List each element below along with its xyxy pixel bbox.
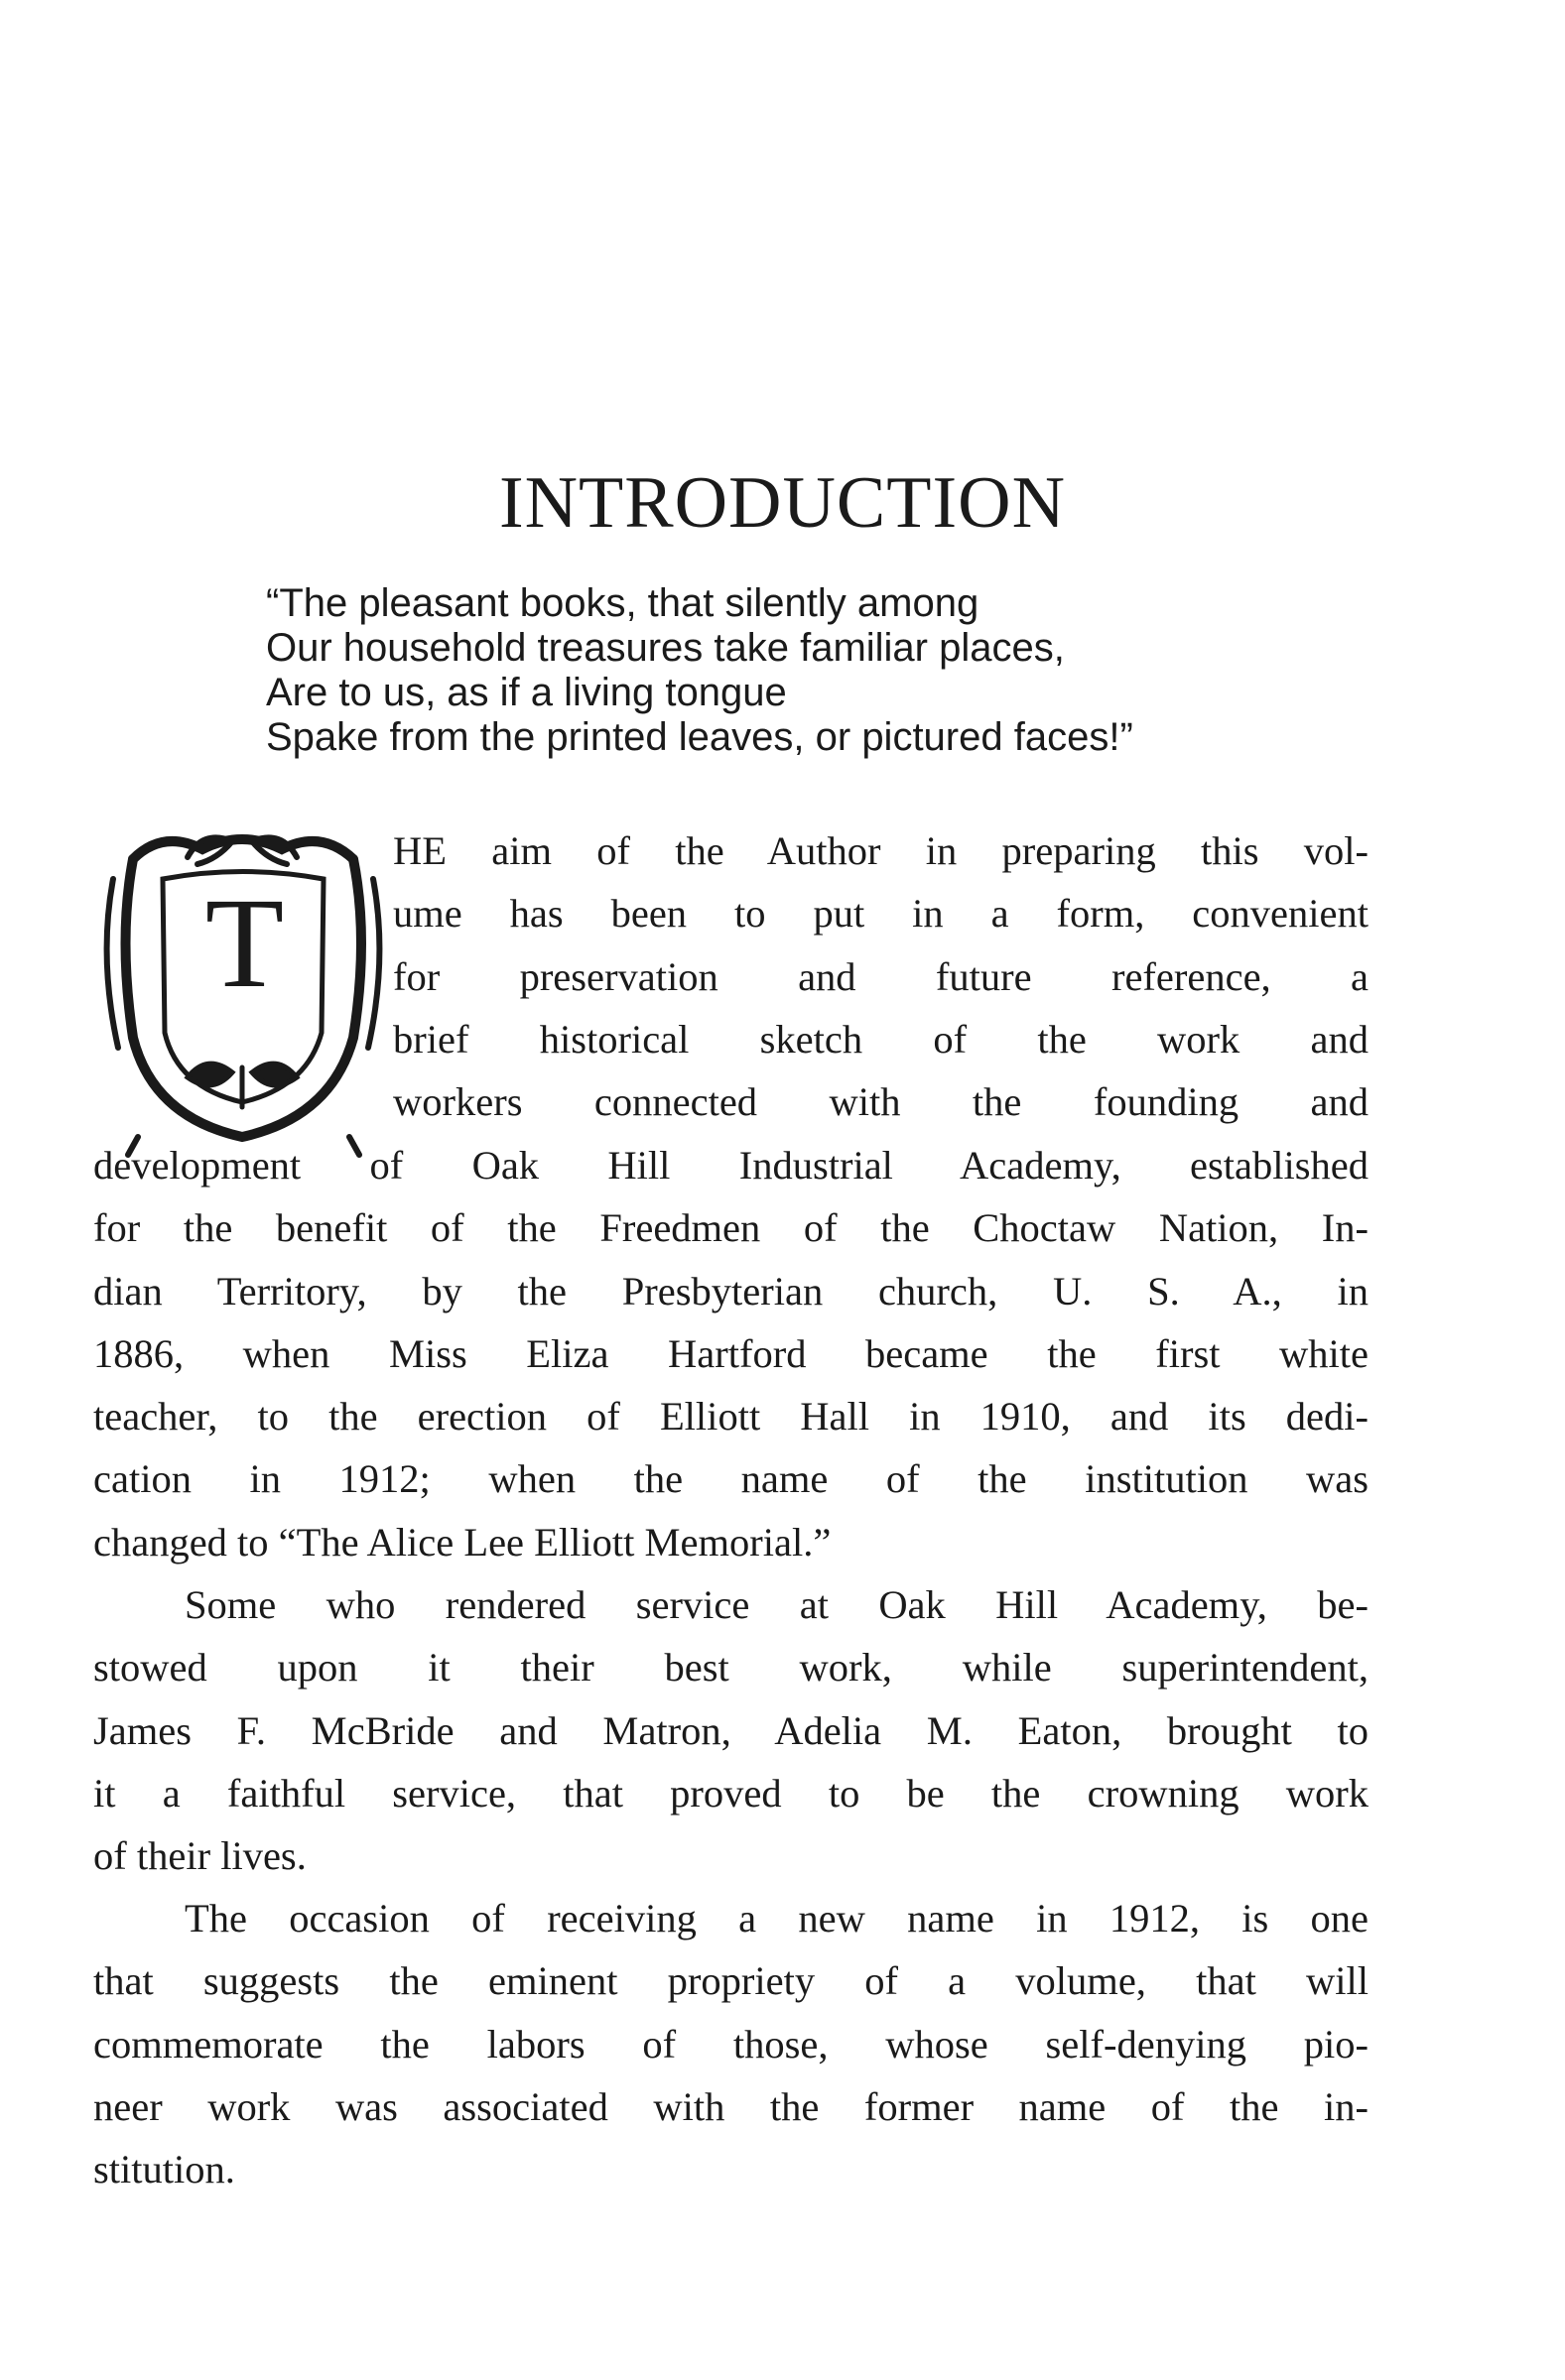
page-title: INTRODUCTION — [498, 462, 1067, 544]
paragraph-line: development of Oak Hill Industrial Academy, established — [93, 1143, 1369, 1188]
epigraph-line: Our household treasures take familiar places, — [266, 626, 1065, 670]
paragraph-line: ume has been to put in a form, convenient — [393, 891, 1369, 937]
ornamental-initial — [93, 819, 396, 1169]
paragraph-line: that suggests the eminent propriety of a volume, that will — [93, 1958, 1369, 2004]
paragraph-line: The occasion of receiving a new name in 1912, is one — [185, 1896, 1369, 1941]
paragraph-line: for the benefit of the Freedmen of the Choctaw Nation, In- — [93, 1205, 1369, 1251]
paragraph-3 — [93, 1887, 1369, 2200]
paragraph-line: Some who rendered service at Oak Hill Academy, be- — [185, 1582, 1369, 1627]
paragraph-line: neer work was associated with the former name of the in- — [93, 2083, 1369, 2129]
epigraph-line: Are to us, as if a living tongue — [266, 671, 787, 714]
paragraph-2 — [93, 1573, 1369, 1887]
paragraph-line: for preservation and future reference, a — [393, 953, 1369, 999]
paragraph-line: changed to “The Alice Lee Elliott Memorial.” — [93, 1519, 832, 1565]
paragraph-line: HE aim of the Author in preparing this vol- — [393, 828, 1369, 873]
paragraph-line: teacher, to the erection of Elliott Hall in 1910, and its dedi- — [93, 1394, 1369, 1440]
paragraph-line: dian Territory, by the Presbyterian church, U. S. A., in — [93, 1268, 1369, 1314]
paragraph-1 — [93, 1134, 1369, 1573]
epigraph-poem — [266, 581, 1457, 760]
paragraph-line: cation in 1912; when the name of the institution was — [93, 1456, 1369, 1502]
paragraph-line: workers connected with the founding and — [393, 1079, 1369, 1125]
paragraph-line: James F. McBride and Matron, Adelia M. Eaton, brought to — [93, 1707, 1369, 1753]
epigraph-line: Spake from the printed leaves, or pictured faces!” — [266, 715, 1133, 759]
paragraph-line: stowed upon it their best work, while superintendent, — [93, 1645, 1369, 1691]
drop-cap-paragraph-lines — [393, 819, 1369, 1133]
paragraph-line: 1886, when Miss Eliza Hartford became the first white — [93, 1330, 1369, 1376]
paragraph-line: commemorate the labors of those, whose self-denying pio- — [93, 2021, 1369, 2067]
paragraph-line: it a faithful service, that proved to be the crowning work — [93, 1770, 1369, 1816]
paragraph-line: of their lives. — [93, 1833, 307, 1879]
drop-cap-letter: T — [204, 872, 285, 1015]
epigraph-line: “The pleasant books, that silently among — [266, 581, 979, 625]
paragraph-line: brief historical sketch of the work and — [393, 1016, 1369, 1062]
paragraph-line: stitution. — [93, 2147, 235, 2192]
